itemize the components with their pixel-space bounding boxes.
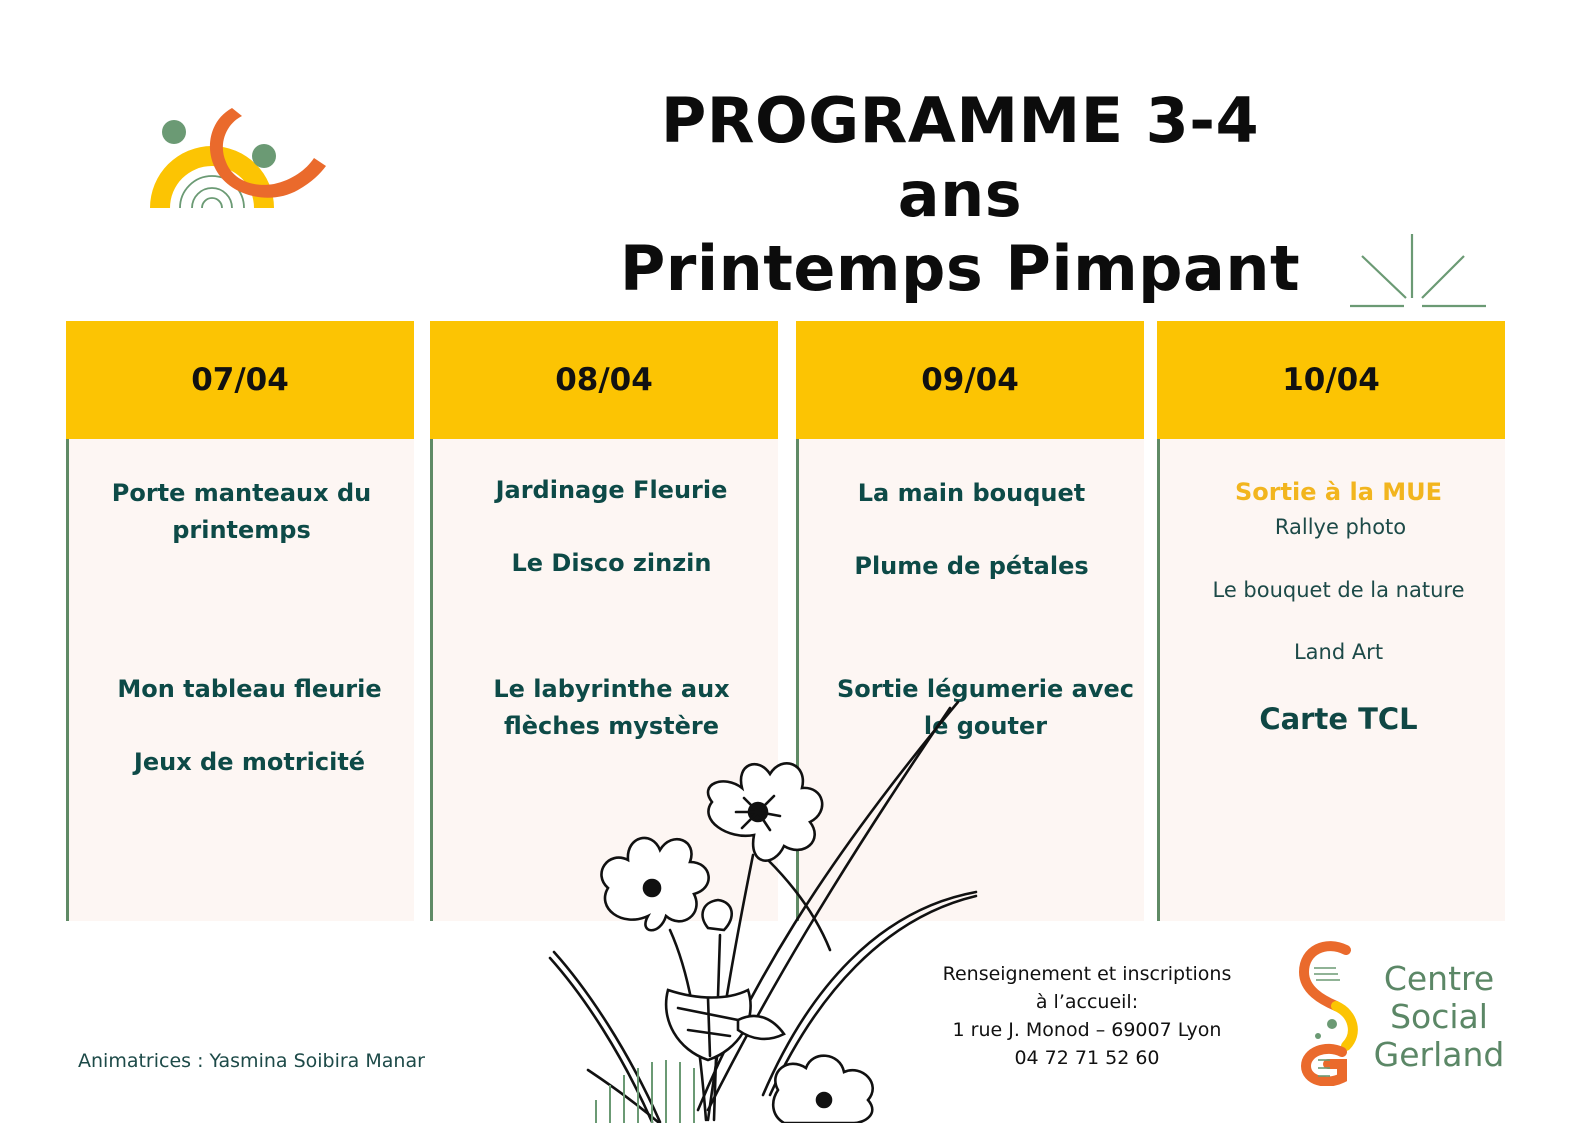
- brand-line: Gerland: [1373, 1035, 1505, 1074]
- contact-info: [920, 960, 1254, 1072]
- activity-item: Plume de pétales: [854, 552, 1089, 580]
- centre-social-gerland-logo-icon: [1296, 940, 1362, 1086]
- title-line-1: PROGRAMME 3-4 ans: [660, 84, 1260, 231]
- activity-item: Jardinage Fleurie: [495, 476, 728, 504]
- day-date: 07/04: [66, 321, 414, 439]
- brand-line: Social: [1390, 997, 1488, 1036]
- sun-rays-icon: [1350, 232, 1500, 314]
- activity-item: La main bouquet: [857, 479, 1086, 507]
- day-activities: [66, 439, 414, 921]
- title-line-2: Printemps Pimpant: [619, 232, 1301, 305]
- activity-item: Le Disco zinzin: [511, 549, 712, 577]
- activity-item: Porte manteaux du printemps: [111, 479, 372, 544]
- brand-line: Centre: [1383, 959, 1495, 998]
- activity-item: Jeux de motricité: [133, 748, 366, 776]
- day-column-1: [66, 321, 414, 921]
- activity-item: Le labyrinthe aux flèches mystère: [493, 675, 730, 740]
- rainbow-figures-logo-icon: [146, 98, 332, 212]
- brand-name: [1366, 960, 1512, 1074]
- activity-item: Land Art: [1293, 640, 1384, 664]
- activity-item: Mon tableau fleurie: [117, 675, 382, 703]
- day-column-4: [1157, 321, 1505, 921]
- contact-phone: 04 72 71 52 60: [1014, 1047, 1160, 1069]
- activity-item: Carte TCL: [1259, 702, 1418, 736]
- day-date: 08/04: [430, 321, 778, 439]
- contact-line: Renseignement et inscriptions: [942, 963, 1232, 985]
- contact-line: à l’accueil:: [1035, 991, 1139, 1013]
- day-activities: [1157, 439, 1505, 921]
- page-title: [600, 84, 1320, 306]
- contact-address: 1 rue J. Monod – 69007 Lyon: [952, 1019, 1222, 1041]
- activity-item: Sortie légumerie avec le gouter: [836, 675, 1135, 740]
- activity-item: Le bouquet de la nature: [1212, 578, 1465, 602]
- day-date: 10/04: [1157, 321, 1505, 439]
- credits-text: Animatrices : Yasmina Soibira Manar: [78, 1050, 425, 1072]
- activity-item: Sortie à la MUE: [1234, 478, 1443, 506]
- day-date: 09/04: [796, 321, 1144, 439]
- activity-item: Rallye photo: [1274, 515, 1407, 539]
